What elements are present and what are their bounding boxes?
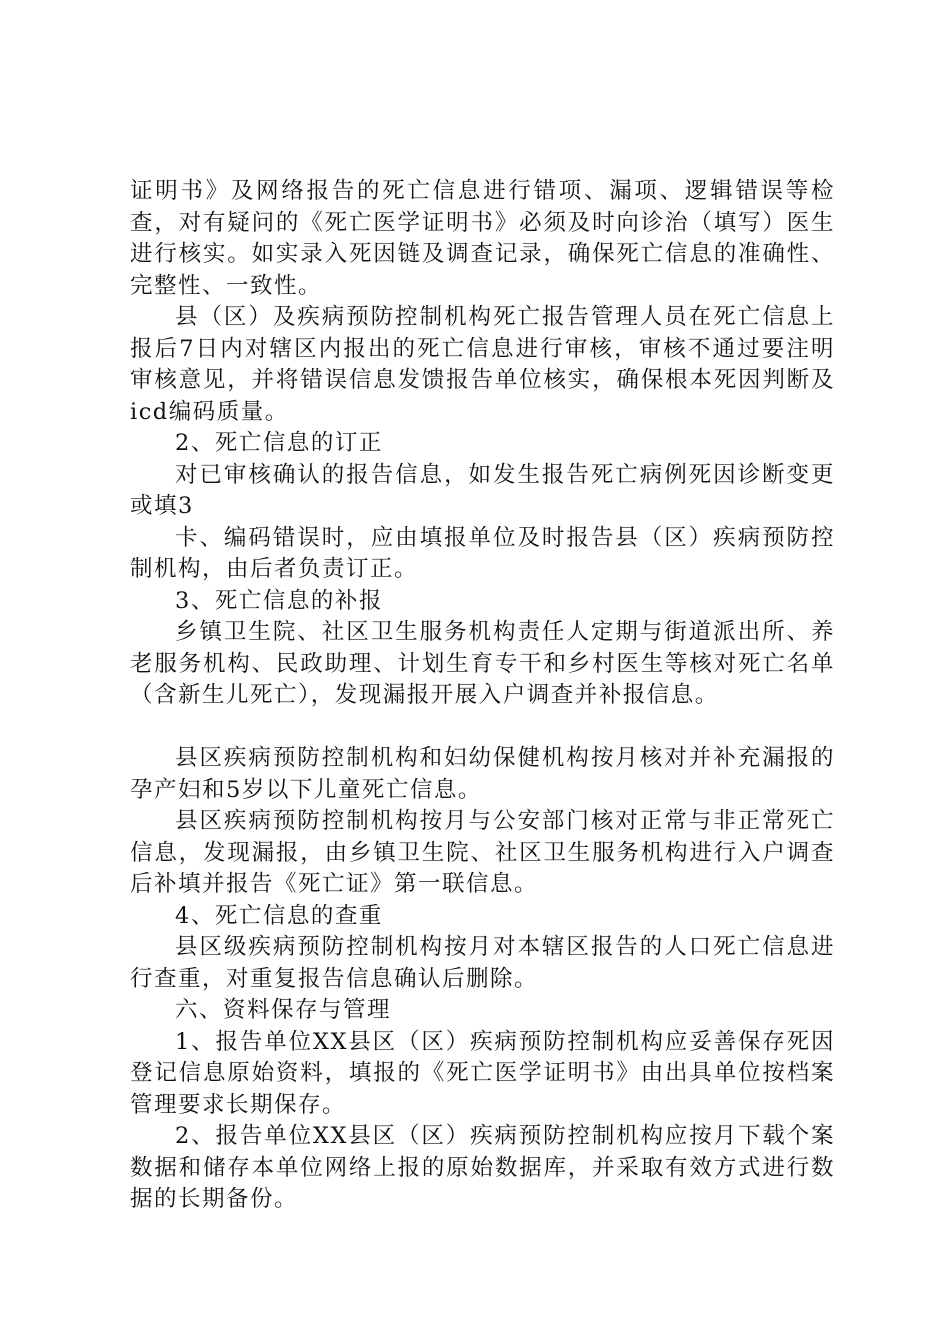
heading-data-storage: 六、资料保存与管理	[175, 997, 392, 1023]
paragraph-6: 县区疾病预防控制机构和妇幼保健机构按月核对并补充漏报的孕产妇和5岁以下儿童死亡信息。	[130, 745, 835, 803]
paragraph-5: 乡镇卫生院、社区卫生服务机构责任人定期与街道派出所、养老服务机构、民政助理、计划生育专干和乡村医生等核对死亡名单（含新生儿死亡），发现漏报开展入户调查并补报信息。	[130, 619, 835, 708]
paragraph-4: 卡、编码错误时，应由填报单位及时报告县（区）疾病预防控制机构，由后者负责订正。	[130, 524, 835, 582]
heading-death-info-correction: 2、死亡信息的订正	[175, 430, 383, 456]
paragraph-1: 证明书》及网络报告的死亡信息进行错项、漏项、逻辑错误等检查，对有疑问的《死亡医学证明书》必须及时向诊治（填写）医生进行核实。如实录入死因链及调查记录，确保死亡信息的准确性、完整性、一致性。	[130, 178, 835, 299]
paragraph-10: 2、报告单位XX县区（区）疾病预防控制机构应按月下载个案数据和储存本单位网络上报的原始数据库，并采取有效方式进行数据的长期备份。	[130, 1123, 835, 1212]
paragraph-9: 1、报告单位XX县区（区）疾病预防控制机构应妥善保存死因登记信息原始资料，填报的《死亡医学证明书》由出具单位按档案管理要求长期保存。	[130, 1028, 835, 1118]
paragraph-8: 县区级疾病预防控制机构按月对本辖区报告的人口死亡信息进行查重，对重复报告信息确认后删除。	[130, 934, 835, 992]
heading-death-info-supplement: 3、死亡信息的补报	[175, 587, 383, 614]
heading-death-info-dedup: 4、死亡信息的查重	[175, 902, 383, 929]
paragraph-2: 县（区）及疾病预防控制机构死亡报告管理人员在死亡信息上报后7日内对辖区内报出的死亡信息进行审核，审核不通过要注明审核意见，并将错误信息发馈报告单位核实，确保根本死因判断及icd编码质量。	[130, 304, 835, 425]
document-body	[130, 176, 835, 1216]
blank-line	[130, 712, 835, 744]
paragraph-7: 县区疾病预防控制机构按月与公安部门核对正常与非正常死亡信息，发现漏报，由乡镇卫生院、社区卫生服务机构进行入户调查后补填并报告《死亡证》第一联信息。	[130, 808, 835, 897]
paragraph-3: 对已审核确认的报告信息，如发生报告死亡病例死因诊断变更或填3	[130, 461, 835, 519]
